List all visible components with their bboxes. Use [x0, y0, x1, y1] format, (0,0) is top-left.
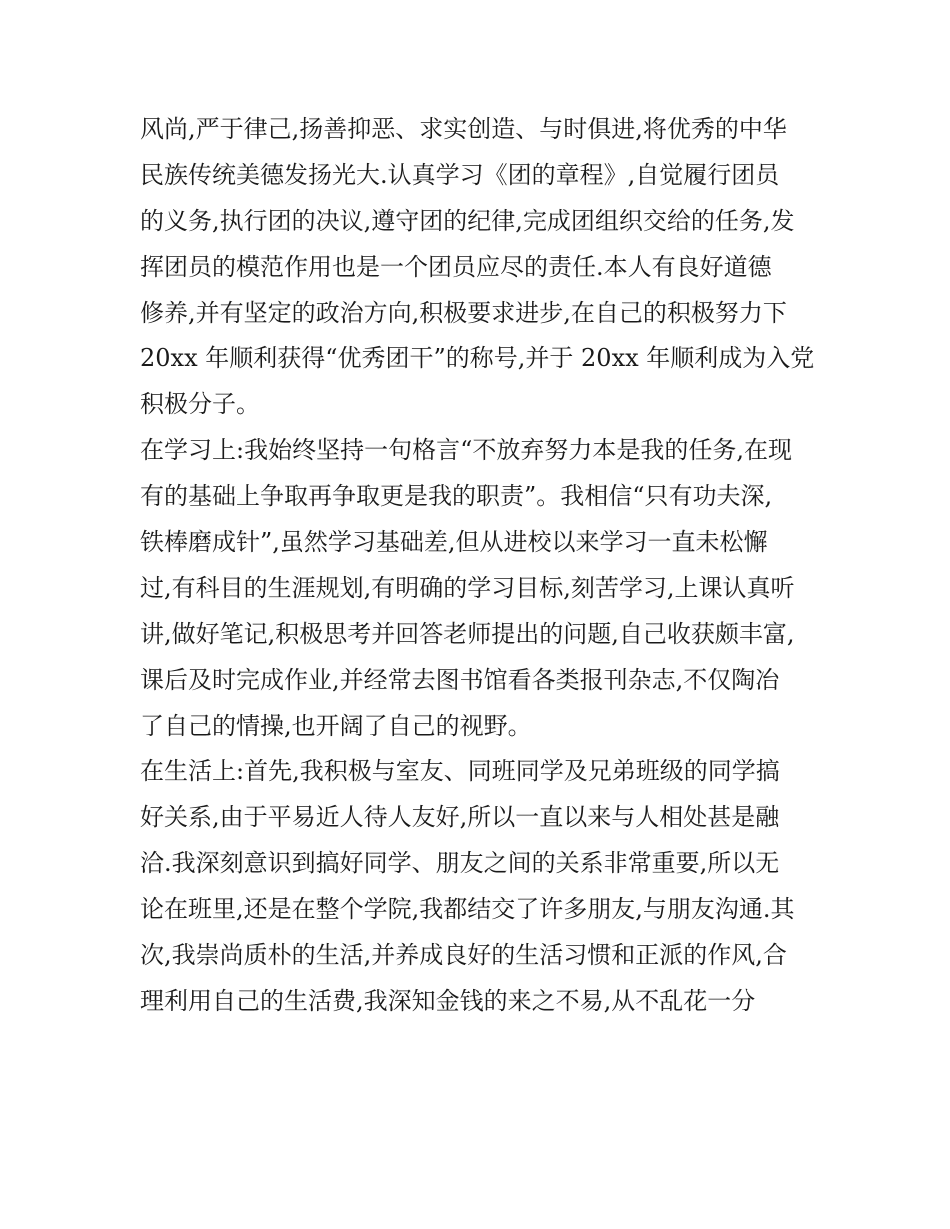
text-line: 了自己的情操,也开阔了自己的视野。: [140, 711, 532, 740]
text-line: 讲,做好笔记,积极思考并回答老师提出的问题,自己收获颇丰富,: [140, 619, 795, 648]
text-line: 有的基础上争取再争取更是我的职责”。我相信“只有功夫深,: [140, 482, 773, 511]
paragraph-life: [140, 749, 820, 1024]
text-line: 好关系,由于平易近人待人友好,所以一直以来与人相处甚是融: [140, 803, 780, 832]
text-line: 的义务,执行团的决议,遵守团的纪律,完成团组织交给的任务,发: [140, 206, 795, 235]
paragraph-moral: [140, 107, 820, 428]
text-line: 民族传统美德发扬光大.认真学习《团的章程》,自觉履行团员: [140, 160, 780, 189]
document-body: [140, 107, 820, 1025]
text-line: 过,有科目的生涯规划,有明确的学习目标,刻苦学习,上课认真听: [140, 573, 795, 602]
text-line: 次,我崇尚质朴的生活,并养成良好的生活习惯和正派的作风,合: [140, 941, 787, 970]
text-line: 论在班里,还是在整个学院,我都结交了许多朋友,与朋友沟通.其: [140, 895, 795, 924]
text-line: 在学习上:我始终坚持一句格言“不放弃努力本是我的任务,在现: [140, 436, 792, 465]
text-line: 20xx 年顺利获得“优秀团干”的称号,并于 20xx 年顺利成为入党: [140, 344, 815, 373]
text-line: 铁棒磨成针”,虽然学习基础差,但从进校以来学习一直未松懈: [140, 528, 768, 557]
text-line: 洽.我深刻意识到搞好同学、朋友之间的关系非常重要,所以无: [140, 849, 780, 878]
text-line: 课后及时完成作业,并经常去图书馆看各类报刊杂志,不仅陶冶: [140, 665, 780, 694]
text-line: 风尚,严于律己,扬善抑恶、求实创造、与时俱进,将优秀的中华: [140, 115, 787, 143]
text-line: 挥团员的模范作用也是一个团员应尽的责任.本人有良好道德: [140, 252, 772, 281]
text-line: 修养,并有坚定的政治方向,积极要求进步,在自己的积极努力下: [140, 298, 787, 327]
paragraph-study: [140, 428, 820, 749]
text-line: 积极分子。: [140, 390, 260, 419]
text-line: 理利用自己的生活费,我深知金钱的来之不易,从不乱花一分: [140, 986, 756, 1015]
text-line: 在生活上:首先,我积极与室友、同班同学及兄弟班级的同学搞: [140, 757, 780, 786]
